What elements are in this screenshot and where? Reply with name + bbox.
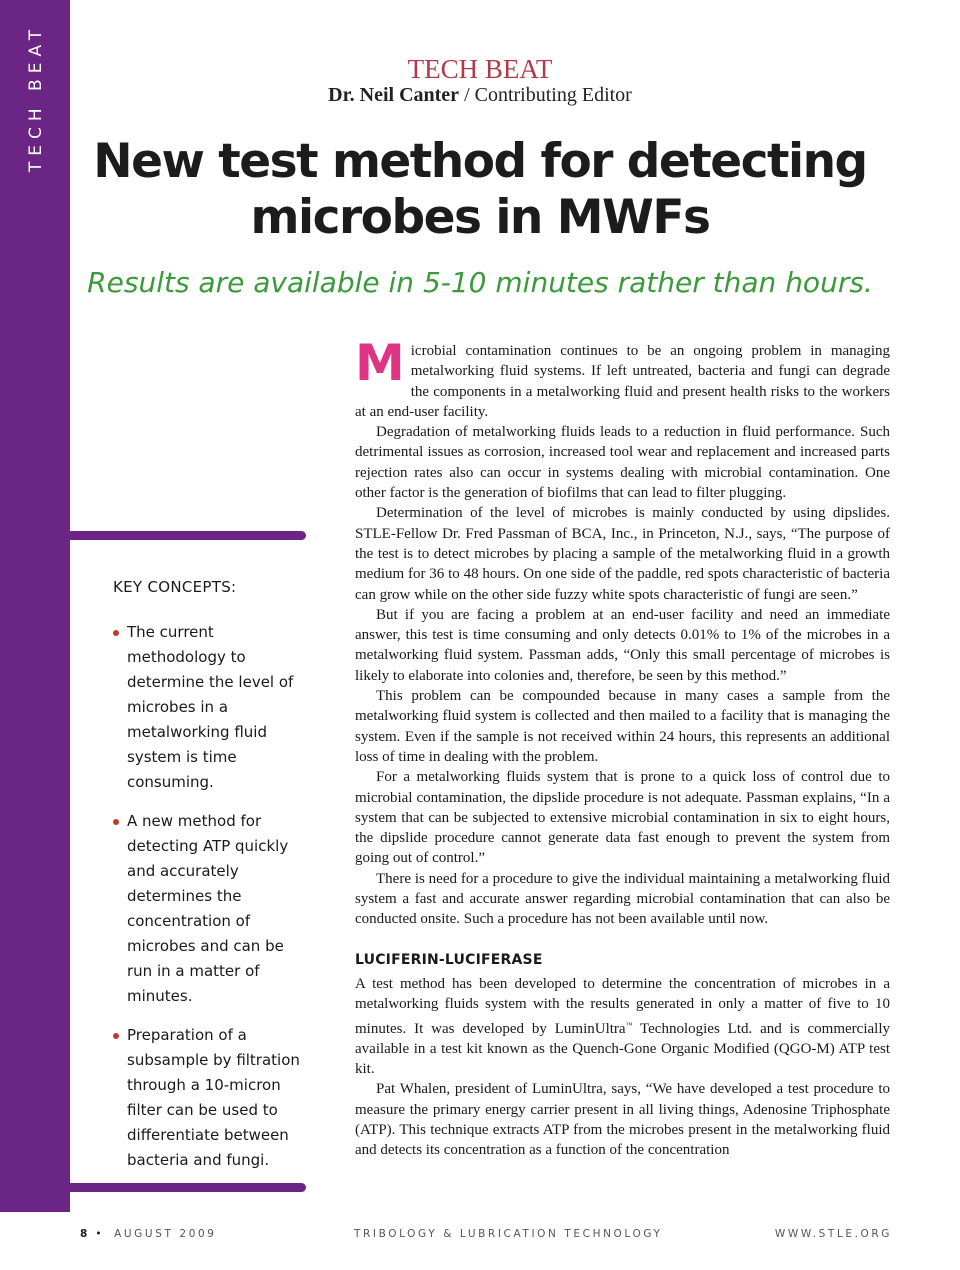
article-subhead: Results are available in 5-10 minutes rather than hours.	[87, 266, 873, 299]
byline-separator: /	[459, 84, 475, 106]
article-headline: New test method for detecting microbes in MWFs	[93, 134, 867, 245]
article-paragraph: Determination of the level of microbes is mainly conducted by using dipslides. STLE-Fellow Dr. Fred Passman of BCA, Inc., in Princeton, N.J., says, “The purpose of the test is to detect microbes by placing a sample of the metalworking fluid in a growth medium for 36 to 48 hours. On one side of the paddle, red spots characteristic of bacteria can grow while on the other side fuzzy white spots characteristic of fungi are seen.”	[355, 505, 890, 603]
article-paragraph: There is need for a procedure to give the individual maintaining a metalworking fluid system a fast and accurate answer regarding microbial contamination that can also be conducted onsite. Such a procedure has not been available until now.	[355, 870, 890, 928]
section-heading: LUCIFERIN-LUCIFERASE	[355, 951, 543, 968]
sidebar-rule-top	[70, 531, 306, 540]
author-role: Contributing Editor	[474, 84, 632, 106]
key-concept-item: A new method for detecting ATP quickly and accurately determines the concentration of microbes and can be run in a matter of minutes.	[113, 809, 313, 1009]
article-paragraph: For a metalworking fluids system that is prone to a quick loss of control due to microbial contamination, the dipslide procedure is not adequate. Passman explains, “In a system that can be subjected to extensive microbial contamination in six to eight hours, the dipslide procedure cannot generate data fast enough to prevent the system from going out of control.”	[355, 769, 890, 867]
key-concept-item: Preparation of a subsample by filtration through a 10-micron filter can be used to differentiate between bacteria and fungi.	[113, 1023, 313, 1173]
paragraph-text: A test method has been developed to determine the concentration of microbes in a metalworking fluids system with the results generated in only a matter of five to 10 minutes. It was developed by LuminUltra	[355, 975, 890, 1037]
sidebar-band	[0, 0, 70, 1212]
issue-date: AUGUST 2009	[114, 1228, 217, 1240]
article-paragraph: Pat Whalen, president of LuminUltra, says, “We have developed a test procedure to measure the primary energy carrier present in all living things, Adenosine Triphosphate (ATP). This technique extracts ATP from the microbes present in the metalworking fluid and detects its concentration as a function of the concentration	[355, 1081, 890, 1159]
footer-left	[80, 1228, 217, 1240]
publication-name: TRIBOLOGY & LUBRICATION TECHNOLOGY	[354, 1228, 663, 1240]
article-paragraph: But if you are facing a problem at an end-user facility and need an immediate answer, this test is time consuming and only detects 0.01% to 1% of the microbes in a metalworking fluid system. Passman adds, “Only this small percentage of microbes is likely to elaborate into colonies and, therefore, be seen by this method.”	[355, 606, 890, 684]
sidebar-rule-bottom	[70, 1183, 306, 1192]
article-body	[355, 334, 890, 1161]
footer-bullet: •	[95, 1228, 105, 1240]
page-number: 8	[80, 1228, 88, 1240]
article-paragraph: This problem can be compounded because in many cases a sample from the metalworking fluid system is collected and then mailed to a facility that is managing the system. Even if the sample is not received within 24 hours, this represents an additional loss of time in dealing with the problem.	[355, 688, 890, 765]
trademark-mark: ™	[625, 1020, 633, 1029]
key-concepts-heading: KEY CONCEPTS:	[113, 578, 237, 596]
drop-cap: M	[355, 334, 405, 392]
article-paragraph	[355, 334, 890, 422]
paragraph-text: Technologies Ltd. and is commercially available in a test kit known as the Quench-Gone Organic Modified (QGO-M) ATP test kit.	[355, 1020, 890, 1078]
sidebar-label: TECH BEAT	[26, 23, 46, 173]
key-concepts-list	[113, 620, 313, 1173]
byline	[0, 84, 960, 107]
article-paragraph	[355, 974, 890, 1079]
article-paragraph: Degradation of metalworking fluids leads to a reduction in fluid performance. Such detrimental issues as corrosion, increased tool wear and replacement and increased parts rejection rates also can occur in systems dealing with microbial contamination. One other factor is the generation of biofilms that can lead to filter plugging.	[355, 424, 890, 502]
author-name: Dr. Neil Canter	[328, 84, 460, 106]
paragraph-text: icrobial contamination continues to be an ongoing problem in managing metalworking fluid systems. If left untreated, bacteria and fungi can degrade the components in a metalworking fluid and present health risks to the workers at an end-user facility.	[355, 343, 890, 420]
website-link[interactable]: WWW.STLE.ORG	[774, 1228, 892, 1240]
department-title: TECH BEAT	[407, 54, 553, 84]
key-concept-item: The current methodology to determine the level of microbes in a metalworking fluid system is time consuming.	[113, 620, 313, 795]
key-concepts-box	[113, 578, 313, 1187]
